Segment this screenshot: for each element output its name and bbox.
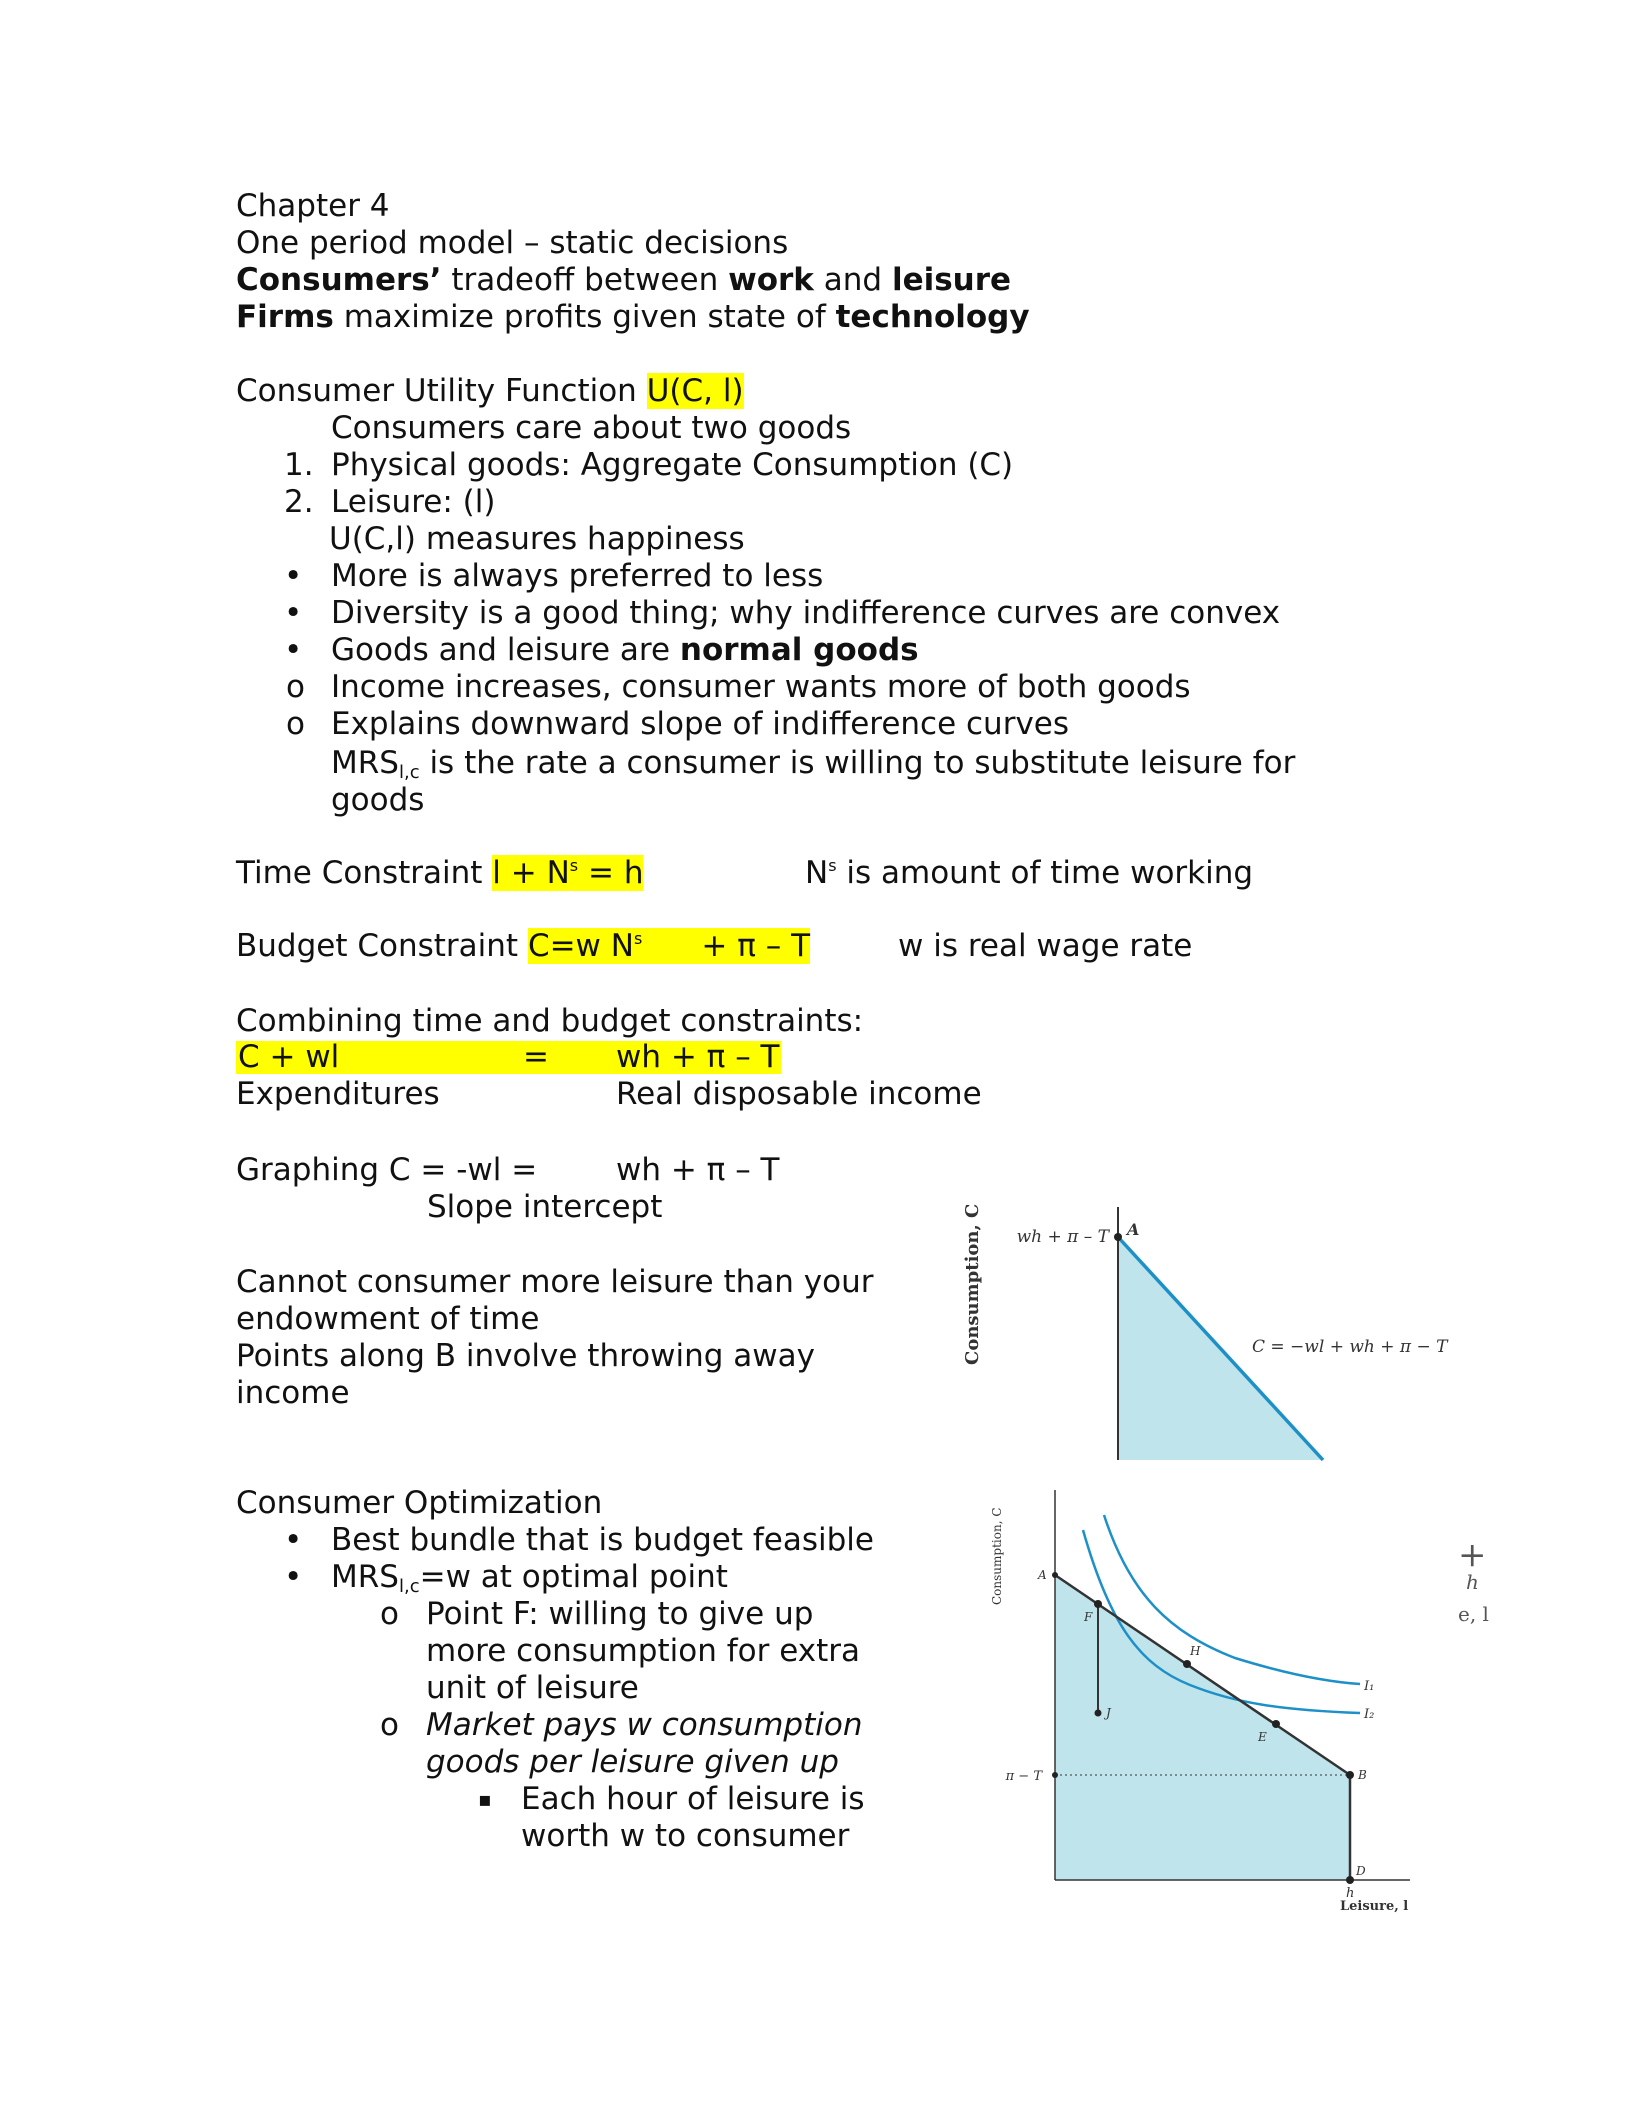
feasible-region <box>1055 1575 1350 1880</box>
square-bullet-marker: ▪ <box>478 1787 492 1811</box>
point-a-label: A <box>1038 1568 1047 1582</box>
list-item: Leisure: (l) <box>331 484 496 520</box>
point-j-marker <box>1095 1710 1102 1717</box>
point-j-label: J <box>1106 1706 1111 1720</box>
graphing-line: Graphing C = -wl = <box>236 1152 538 1188</box>
point-h-marker <box>1183 1660 1191 1668</box>
firms-line: Firms maximize profits given state of technology <box>236 299 1030 335</box>
income-label: Real disposable income <box>616 1076 982 1112</box>
bullet-marker: • <box>284 558 303 594</box>
list-item: more consumption for extra <box>426 1633 860 1669</box>
sub-bullet-marker: o <box>286 669 305 705</box>
optimization-figure <box>980 1475 1440 1915</box>
combining-title: Combining time and budget constraints: <box>236 1003 864 1039</box>
graphing-rhs: wh + π – T <box>616 1152 780 1188</box>
point-a-marker <box>1052 1572 1058 1578</box>
point-b-marker <box>1346 1771 1354 1779</box>
point-b-label: B <box>1358 1768 1367 1782</box>
leisure-note-line: Points along B involve throwing away <box>236 1338 815 1374</box>
mrs-definition: $MRS_{l,c}$ is the rate a consumer is willing to substitute leisure for <box>331 745 1296 783</box>
curve-i2-label: I₂ <box>1364 1707 1375 1722</box>
margin-el-fragment: e, l <box>1458 1602 1489 1626</box>
two-goods-intro: Consumers care about two goods <box>331 410 852 446</box>
slope-intercept-label: Slope intercept <box>427 1189 663 1225</box>
consumers-tradeoff-line: Consumers’ tradeoff between work and leisure <box>236 262 1012 298</box>
crosshair-icon: + <box>1458 1535 1487 1575</box>
point-e-label: E <box>1258 1730 1267 1744</box>
list-item: Income increases, consumer wants more of both goods <box>331 669 1191 705</box>
mrs-definition-cont: goods <box>331 782 425 818</box>
list-item: Goods and leisure are normal goods <box>331 632 919 668</box>
leisure-note-line: Cannot consumer more leisure than your <box>236 1264 874 1300</box>
list-item: unit of leisure <box>426 1670 639 1706</box>
time-constraint-line: Time Constraint $l + N^s = h$ <box>236 855 644 891</box>
pi-t-axis-marker <box>1052 1772 1058 1778</box>
bullet-marker: • <box>284 1559 303 1595</box>
list-item: Market pays w consumption <box>426 1707 863 1743</box>
sub-bullet-marker: o <box>380 1707 399 1743</box>
margin-h-fragment: h <box>1466 1570 1479 1594</box>
utility-measures-line: U(C,l) measures happiness <box>329 521 745 557</box>
optimization-title: Consumer Optimization <box>236 1485 603 1521</box>
leisure-note-line: endowment of time <box>236 1301 540 1337</box>
combined-equation-equals: = <box>523 1039 549 1075</box>
list-item: More is always preferred to less <box>331 558 824 594</box>
point-a-marker <box>1114 1233 1122 1241</box>
point-e-marker <box>1272 1720 1280 1728</box>
bullet-marker: • <box>284 595 303 631</box>
list-number: 1. <box>284 447 314 483</box>
y-axis-label: Consumption, C <box>990 1507 1004 1605</box>
list-item: Physical goods: Aggregate Consumption (C) <box>331 447 1014 483</box>
list-item: Explains downward slope of indifference curves <box>331 706 1070 742</box>
point-d-label: D <box>1356 1864 1366 1878</box>
point-d-marker <box>1346 1876 1354 1884</box>
list-item: worth w to consumer <box>521 1818 850 1854</box>
y-axis-label: Consumption, C <box>962 1203 983 1365</box>
pi-minus-t-label: π − T <box>1005 1769 1042 1784</box>
combined-equation-rhs: wh + π – T <box>616 1039 780 1075</box>
list-number: 2. <box>284 484 314 520</box>
budget-constraint-line: Budget Constraint C=w $N^s$ + π – T <box>236 928 811 964</box>
point-f-label: F <box>1084 1610 1093 1624</box>
utility-function-line: Consumer Utility Function U(C, l) <box>236 373 744 409</box>
point-a-label: A <box>1127 1220 1140 1239</box>
list-item: $MRS_{l,c}=w$ at optimal point <box>331 1559 728 1597</box>
point-f-marker <box>1094 1600 1102 1608</box>
bullet-marker: • <box>284 632 303 668</box>
bullet-marker: • <box>284 1522 303 1558</box>
list-item: goods per leisure given up <box>426 1744 839 1780</box>
h-axis-label: h <box>1346 1886 1355 1901</box>
budget-line-label: C = −wl + wh + π − T <box>1252 1337 1448 1357</box>
curve-i1-label: I₁ <box>1364 1679 1375 1694</box>
point-h-label: H <box>1190 1644 1201 1658</box>
time-constraint-note: $N^s$ is amount of time working <box>805 855 1254 891</box>
sub-bullet-marker: o <box>380 1596 399 1632</box>
list-item: Diversity is a good thing; why indifference curves are convex <box>331 595 1281 631</box>
leisure-note-line: income <box>236 1375 350 1411</box>
chapter-heading: Chapter 4 <box>236 188 390 224</box>
combined-equation-lhs: C + wl <box>238 1039 340 1075</box>
budget-constraint-note: w is real wage rate <box>898 928 1193 964</box>
intercept-label: wh + π – T <box>1016 1227 1109 1247</box>
list-item: Each hour of leisure is <box>521 1781 865 1817</box>
expenditures-label: Expenditures <box>236 1076 440 1112</box>
budget-constraint-figure <box>955 1195 1448 1465</box>
list-item: Best bundle that is budget feasible <box>331 1522 874 1558</box>
x-axis-label: Leisure, l <box>1340 1899 1409 1914</box>
chapter-subtitle: One period model – static decisions <box>236 225 789 261</box>
sub-bullet-marker: o <box>286 706 305 742</box>
list-item: Point F: willing to give up <box>426 1596 814 1632</box>
